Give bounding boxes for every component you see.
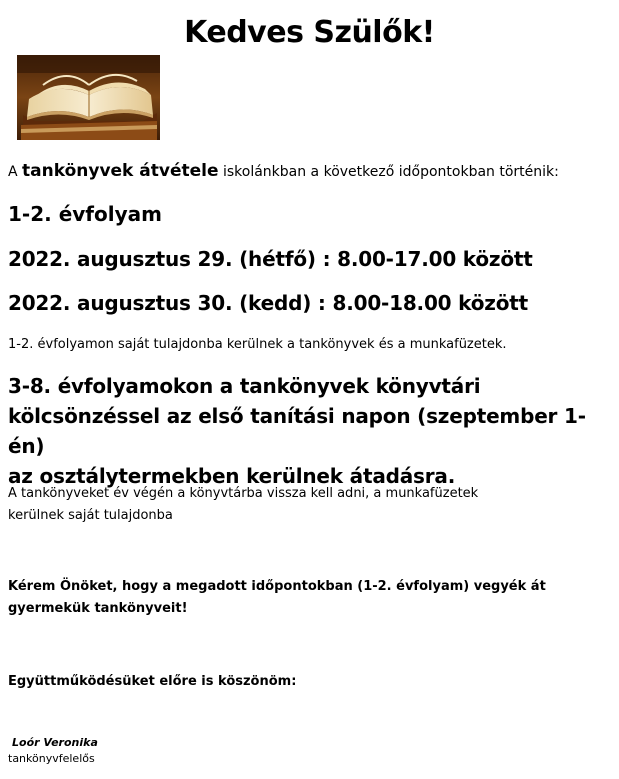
- intro-bold: tankönyvek átvétele: [22, 161, 219, 181]
- grade-heading: 1-2. évfolyam: [8, 202, 162, 226]
- intro-suffix: iskolánkban a következő időpontokban történik:: [218, 164, 559, 180]
- notice-line-3: az osztálytermekben kerülnek átadásra.: [8, 464, 456, 488]
- signature-name: Loór Veronika: [12, 736, 98, 749]
- request-line-2: gyermekük tankönyveit!: [8, 601, 188, 616]
- thanks-text: Együttműködésüket előre is köszönöm:: [8, 674, 297, 689]
- open-book-icon: [17, 55, 160, 140]
- open-book-image: [17, 55, 160, 140]
- ownership-note: 1-2. évfolyamon saját tulajdonba kerülnek a tankönyvek és a munkafüzetek.: [8, 337, 507, 352]
- date-line-2: 2022. augusztus 30. (kedd) : 8.00-18.00 között: [8, 291, 528, 315]
- intro-text: [8, 160, 608, 183]
- pickup-request: [8, 576, 608, 620]
- library-loan-notice: [8, 371, 613, 491]
- page-title: Kedves Szülők!: [184, 15, 435, 50]
- date-line-1: 2022. augusztus 29. (hétfő) : 8.00-17.00 között: [8, 247, 533, 271]
- notice-line-1: 3-8. évfolyamokon a tankönyvek könyvtári: [8, 374, 481, 398]
- signature-role: tankönyvfelelős: [8, 752, 95, 765]
- notice-line-2: kölcsönzéssel az első tanítási napon (szeptember 1-én): [8, 404, 586, 458]
- return-note-line-2: kerülnek saját tulajdonba: [8, 508, 173, 523]
- return-note-line-1: A tankönyveket év végén a könyvtárba vissza kell adni, a munkafüzetek: [8, 486, 479, 501]
- return-note: [8, 483, 568, 527]
- request-line-1: Kérem Önöket, hogy a megadott időpontokban (1-2. évfolyam) vegyék át: [8, 579, 546, 594]
- intro-prefix: A: [8, 164, 23, 180]
